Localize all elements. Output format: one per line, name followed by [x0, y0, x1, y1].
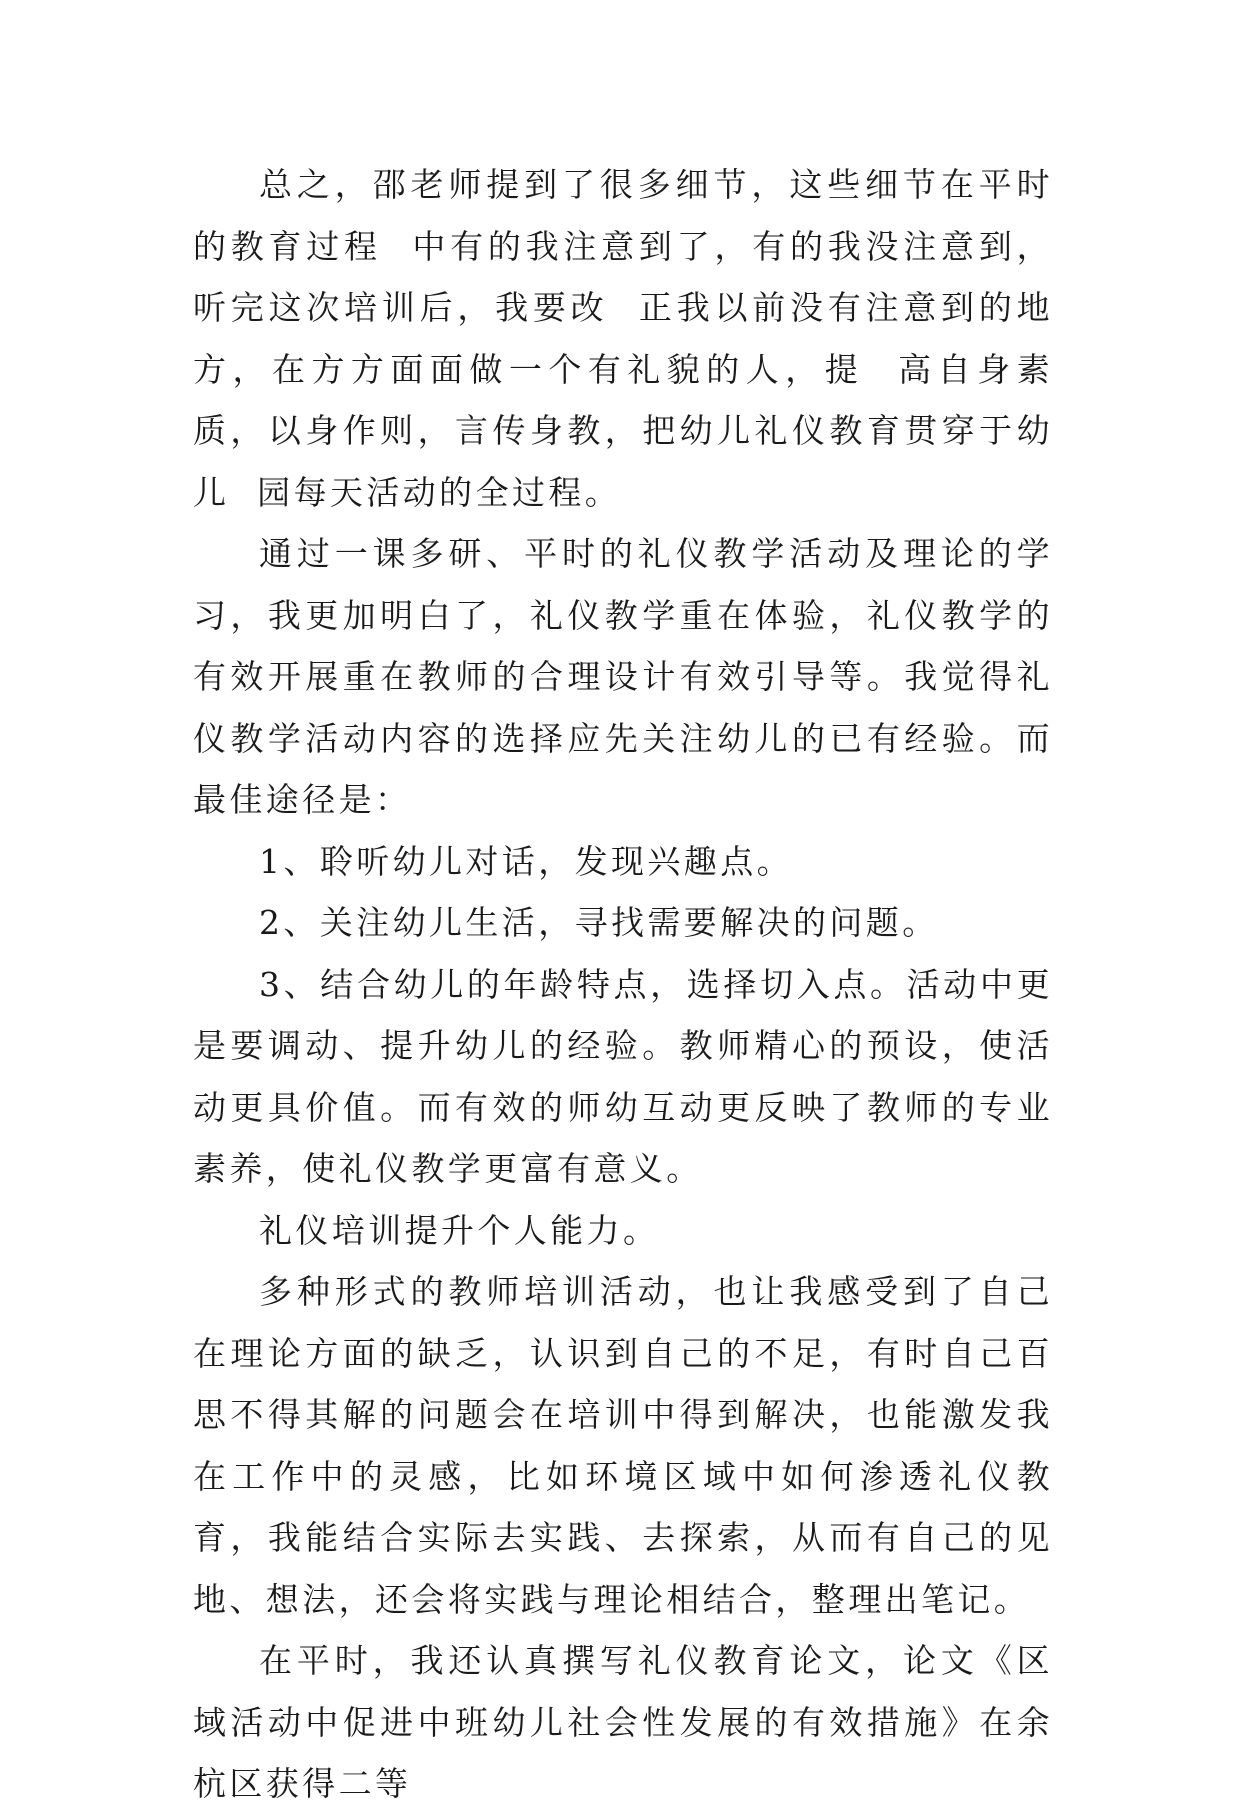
paragraph-summary: 总之，邵老师提到了很多细节，这些细节在平时的教育过程 中有的我注意到了，有的我没注意到，听完这次培训后，我要改 正我以前没有注意到的地方，在方方面面做一个有礼貌的人，提 高自身素质，以身作则，言传身教，把幼儿礼仪教育贯穿于幼儿 园每天活动的全过程。 — [193, 165, 1053, 512]
paragraph-thesis: 在平时，我还认真撰写礼仪教育论文，论文《区域活动中促进中班幼儿社会性发展的有效措施》在余杭区获得二等 — [193, 1641, 1053, 1803]
paragraph-teaching-insight: 通过一课多研、平时的礼仪教学活动及理论的学习，我更加明白了，礼仪教学重在体验，礼仪教学的有效开展重在教师的合理设计有效引导等。我觉得礼仪教学活动内容的选择应先关注幼儿的已有经验。而最佳途径是： — [193, 534, 1053, 819]
document-body — [193, 154, 1053, 1815]
list-item-2: 2、关注幼儿生活，寻找需要解决的问题。 — [259, 903, 939, 942]
paragraph-training: 多种形式的教师培训活动，也让我感受到了自己在理论方面的缺乏，认识到自己的不足，有时自己百思不得其解的问题会在培训中得到解决，也能激发我在工作中的灵感，比如环境区域中如何渗透礼仪教育，我能结合实际去实践、去探索，从而有自己的见地、想法，还会将实践与理论相结合，整理出笔记。 — [193, 1272, 1053, 1619]
list-item-1: 1、聆听幼儿对话，发现兴趣点。 — [259, 841, 793, 881]
section-heading: 礼仪培训提升个人能力。 — [259, 1210, 660, 1250]
list-item-3: 3、结合幼儿的年龄特点，选择切入点。活动中更是要调动、提升幼儿的经验。教师精心的预设，使活动更具价值。而有效的师幼互动更反映了教师的专业素养，使礼仪教学更富有意义。 — [193, 964, 1053, 1188]
